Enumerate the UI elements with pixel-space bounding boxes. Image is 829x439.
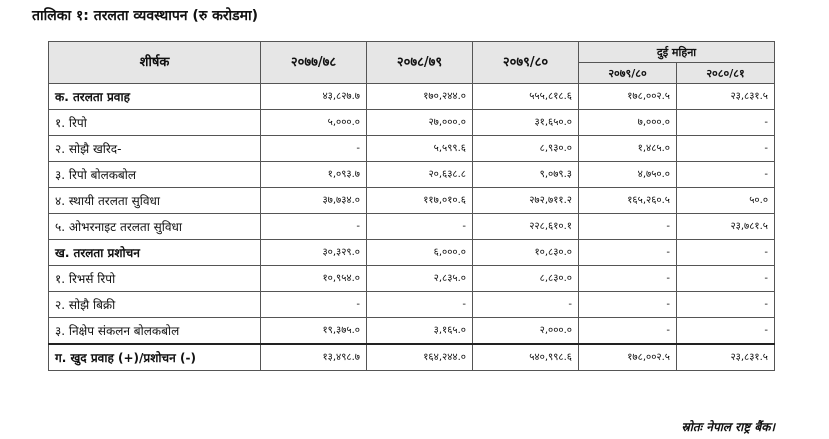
cell-value: ३७,७३४.०: [261, 188, 367, 214]
cell-value: ४,७५०.०: [579, 162, 677, 188]
source-note: स्रोतः नेपाल राष्ट्र बैंक।: [681, 420, 775, 434]
cell-value: -: [261, 292, 367, 318]
cell-value: १७८,००२.५: [579, 344, 677, 371]
cell-value: -: [367, 214, 473, 240]
cell-value: १६५,२६०.५: [579, 188, 677, 214]
cell-value: २३,७८१.५: [677, 214, 775, 240]
cell-value: ६,०००.०: [367, 240, 473, 266]
cell-value: -: [579, 266, 677, 292]
cell-value: ४३,८२७.७: [261, 84, 367, 110]
cell-value: -: [261, 214, 367, 240]
cell-value: ५०.०: [677, 188, 775, 214]
cell-value: १३,४९८.७: [261, 344, 367, 371]
row-label: ३. रिपो बोलकबोल: [49, 162, 261, 188]
row-label: ४. स्थायी तरलता सुविधा: [49, 188, 261, 214]
cell-value: १,४८५.०: [579, 136, 677, 162]
table-row: [49, 110, 775, 136]
row-label: क. तरलता प्रवाह: [49, 84, 261, 110]
cell-value: २,८३५.०: [367, 266, 473, 292]
header-two-month-year: २०७९/८०: [579, 63, 677, 84]
cell-value: ५,५९९.६: [367, 136, 473, 162]
cell-value: -: [579, 318, 677, 345]
cell-value: ५,०००.०: [261, 110, 367, 136]
row-label: ख. तरलता प्रशोचन: [49, 240, 261, 266]
cell-value: २३,८३१.५: [677, 84, 775, 110]
table-row: [49, 84, 775, 110]
cell-value: २७,०००.०: [367, 110, 473, 136]
cell-value: ३१,६५०.०: [473, 110, 579, 136]
table-row: [49, 266, 775, 292]
cell-value: -: [473, 292, 579, 318]
table-row: [49, 292, 775, 318]
cell-value: ५४०,९९८.६: [473, 344, 579, 371]
cell-value: ३०,३२९.०: [261, 240, 367, 266]
liquidity-table: [48, 41, 775, 371]
table-body: [49, 84, 775, 371]
cell-value: १९,३७५.०: [261, 318, 367, 345]
table-row: [49, 240, 775, 266]
cell-value: -: [677, 266, 775, 292]
table-row: [49, 214, 775, 240]
cell-value: २३,८३१.५: [677, 344, 775, 371]
table-row: [49, 318, 775, 345]
row-label: २. सोझै खरिद-: [49, 136, 261, 162]
header-year: २०७७/७८: [261, 42, 367, 84]
cell-value: ९,०७९.३: [473, 162, 579, 188]
row-label: ३. निक्षेप संकलन बोलकबोल: [49, 318, 261, 345]
cell-value: १०,८३०.०: [473, 240, 579, 266]
header-year: २०७८/७९: [367, 42, 473, 84]
cell-value: ८,८३०.०: [473, 266, 579, 292]
cell-value: -: [677, 162, 775, 188]
row-label: १. रिपो: [49, 110, 261, 136]
row-label: १. रिभर्स रिपो: [49, 266, 261, 292]
table-row: [49, 136, 775, 162]
table-row: [49, 344, 775, 371]
cell-value: ८,९३०.०: [473, 136, 579, 162]
cell-value: १०,९५४.०: [261, 266, 367, 292]
header-year: २०७९/८०: [473, 42, 579, 84]
table-row: [49, 162, 775, 188]
cell-value: -: [677, 110, 775, 136]
cell-value: -: [677, 292, 775, 318]
cell-value: -: [579, 240, 677, 266]
cell-value: १७८,००२.५: [579, 84, 677, 110]
cell-value: ११७,०१०.६: [367, 188, 473, 214]
row-label: २. सोझै बिक्री: [49, 292, 261, 318]
cell-value: १७०,२४४.०: [367, 84, 473, 110]
header-title: शीर्षक: [49, 42, 261, 84]
cell-value: -: [579, 214, 677, 240]
cell-value: ७,०००.०: [579, 110, 677, 136]
header-two-month-year: २०८०/८१: [677, 63, 775, 84]
cell-value: १,०९३.७: [261, 162, 367, 188]
cell-value: -: [677, 240, 775, 266]
cell-value: २२८,६१०.१: [473, 214, 579, 240]
cell-value: २०,६३८.८: [367, 162, 473, 188]
header-two-month: दुई महिना: [579, 42, 775, 63]
table-caption: तालिका १: तरलता व्यवस्थापन (रु करोडमा): [32, 8, 259, 24]
cell-value: २७२,७११.२: [473, 188, 579, 214]
cell-value: -: [677, 136, 775, 162]
cell-value: -: [261, 136, 367, 162]
cell-value: -: [677, 318, 775, 345]
cell-value: १६४,२४४.०: [367, 344, 473, 371]
cell-value: ३,१६५.०: [367, 318, 473, 345]
cell-value: -: [579, 292, 677, 318]
cell-value: २,०००.०: [473, 318, 579, 345]
row-label: ग. खुद प्रवाह (+)/प्रशोचन (-): [49, 344, 261, 371]
row-label: ५. ओभरनाइट तरलता सुविधा: [49, 214, 261, 240]
table-row: [49, 188, 775, 214]
cell-value: -: [367, 292, 473, 318]
cell-value: ५५५,८१८.६: [473, 84, 579, 110]
